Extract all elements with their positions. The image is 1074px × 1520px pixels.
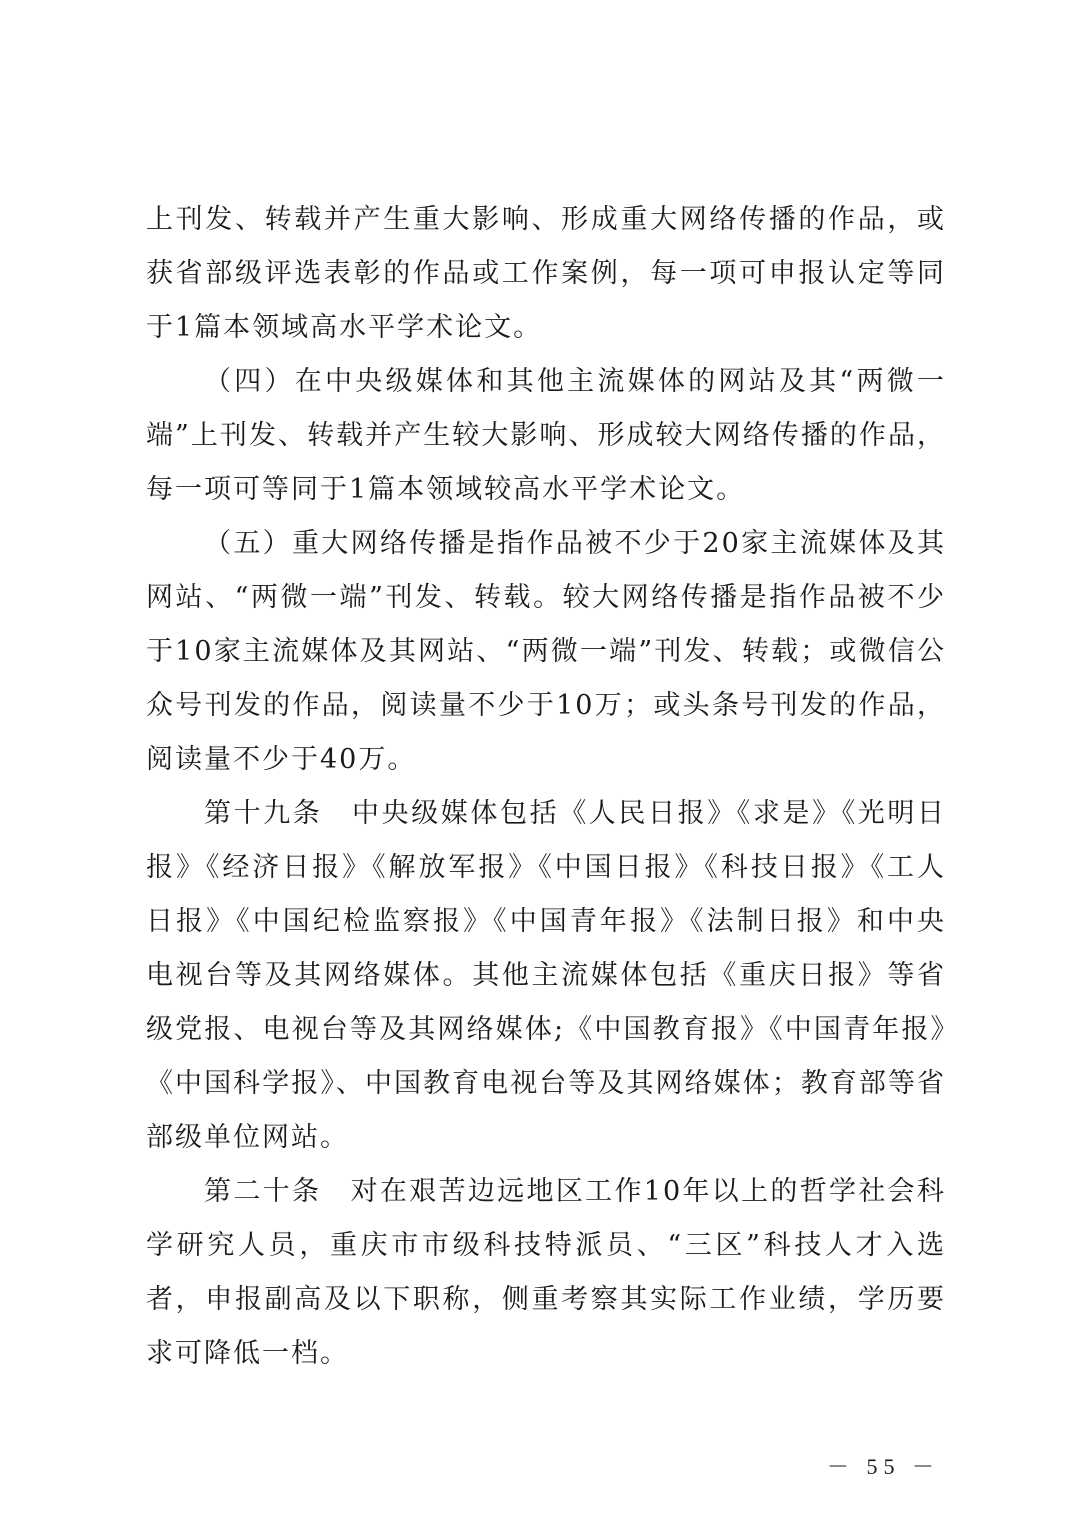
paragraph-article-20: 第二十条 对在艰苦边远地区工作10年以上的哲学社会科学研究人员，重庆市市级科技特派员、“三区”科技人才入选者，申报副高及以下职称，侧重考察其实际工作业绩，学历要求可降低一档。 <box>146 1176 946 1369</box>
body-text <box>146 193 946 1381</box>
paragraph-item-4: （四）在中央级媒体和其他主流媒体的网站及其“两微一端”上刊发、转载并产生较大影响、形成较大网络传播的作品，每一项可等同于1篇本领域较高水平学术论文。 <box>146 366 946 505</box>
paragraph-item-5: （五）重大网络传播是指作品被不少于20家主流媒体及其网站、“两微一端”刊发、转载。较大网络传播是指作品被不少于10家主流媒体及其网站、“两微一端”刊发、转载；或微信公众号刊发的作品，阅读量不少于10万；或头条号刊发的作品，阅读量不少于40万。 <box>146 528 946 775</box>
paragraph-article-19: 第十九条 中央级媒体包括《人民日报》《求是》《光明日报》《经济日报》《解放军报》《中国日报》《科技日报》《工人日报》《中国纪检监察报》《中国青年报》《法制日报》和中央电视台等及其网络媒体。其他主流媒体包括《重庆日报》等省级党报、电视台等及其网络媒体;《中国教育报》《中国青年报》《中国科学报》、中国教育电视台等及其网络媒体；教育部等省部级单位网站。 <box>146 798 946 1153</box>
page-number: － 55 － <box>826 1454 940 1479</box>
paragraph-continuation: 上刊发、转载并产生重大影响、形成重大网络传播的作品，或获省部级评选表彰的作品或工作案例，每一项可申报认定等同于1篇本领域高水平学术论文。 <box>146 204 946 343</box>
